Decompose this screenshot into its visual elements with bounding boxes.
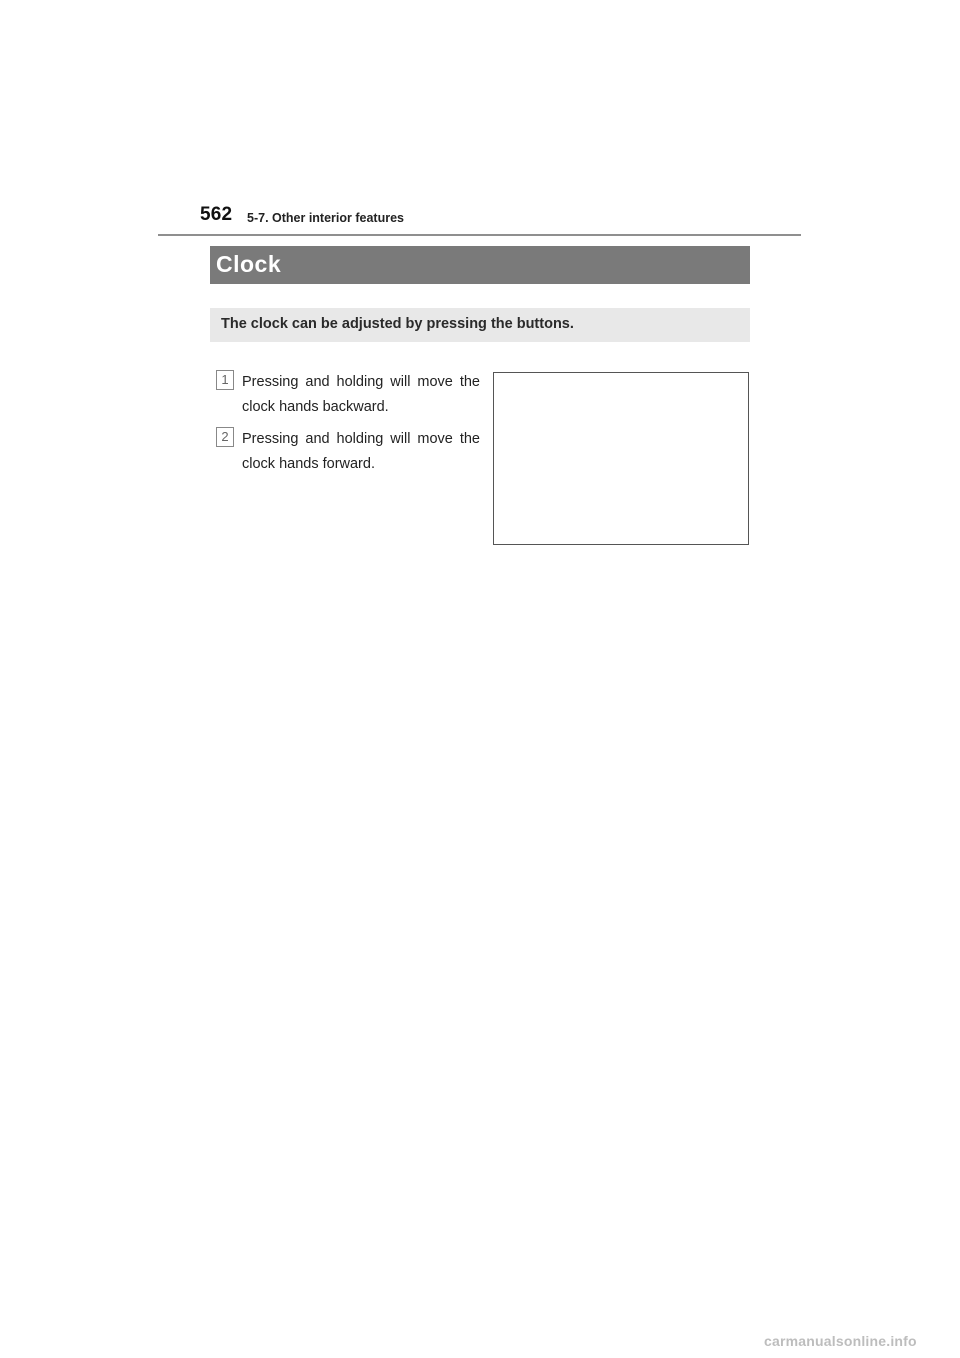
section-title-bar <box>210 246 750 284</box>
step-number-badge: 1 <box>216 370 234 390</box>
section-label: 5-7. Other interior features <box>247 211 404 225</box>
step-text: Pressing and holding will move the clock hands backward. <box>242 374 480 415</box>
intro-box <box>210 308 750 342</box>
footer-watermark[interactable]: carmanualsonline.info <box>764 1333 917 1349</box>
illustration-frame <box>493 372 749 545</box>
step-text: Pressing and holding will move the clock hands forward. <box>242 431 480 472</box>
page-header <box>158 200 801 236</box>
page-number: 562 <box>200 204 233 225</box>
page-title: Clock <box>216 251 282 277</box>
intro-text: The clock can be adjusted by pressing the buttons. <box>221 316 574 332</box>
step-number-badge: 2 <box>216 427 234 447</box>
